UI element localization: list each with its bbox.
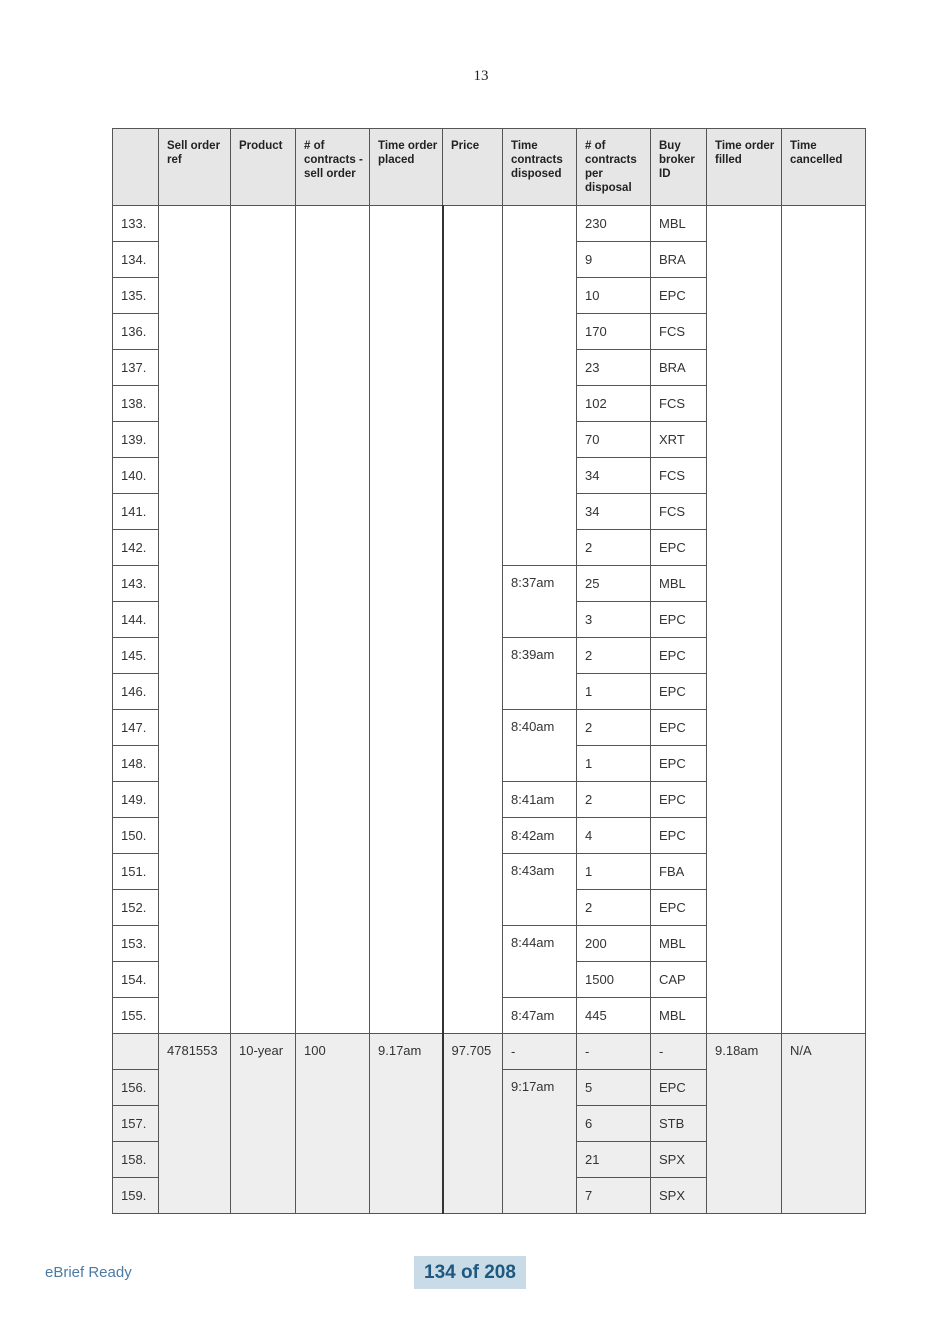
disposal-qty: 102 xyxy=(577,386,651,422)
time-cancelled: N/A xyxy=(782,1034,866,1214)
row-number: 133. xyxy=(113,206,159,242)
time-order-filled: 9.18am xyxy=(707,1034,782,1214)
disposal-qty: 1500 xyxy=(577,962,651,998)
broker-id: FCS xyxy=(651,386,707,422)
col-header-contracts-sell-order: # of contracts - sell order xyxy=(296,129,370,206)
disposal-qty: - xyxy=(577,1034,651,1070)
row-number: 143. xyxy=(113,566,159,602)
broker-id: EPC xyxy=(651,746,707,782)
disposal-qty: 2 xyxy=(577,710,651,746)
broker-id: EPC xyxy=(651,1070,707,1106)
product-cell xyxy=(231,206,296,1034)
disposal-qty: 34 xyxy=(577,458,651,494)
row-number: 139. xyxy=(113,422,159,458)
row-number: 136. xyxy=(113,314,159,350)
col-header-time-order-placed: Time order placed xyxy=(370,129,443,206)
time-order-placed: 9.17am xyxy=(370,1034,443,1214)
disposal-time: - xyxy=(503,1034,577,1070)
disposal-qty: 25 xyxy=(577,566,651,602)
row-number: 159. xyxy=(113,1178,159,1214)
header-row xyxy=(113,129,866,206)
trade-disposal-table xyxy=(112,128,866,1214)
row-number: 149. xyxy=(113,782,159,818)
table-row xyxy=(113,1034,866,1070)
disposal-time: 8:42am xyxy=(503,818,577,854)
broker-id: EPC xyxy=(651,710,707,746)
col-header-time-disposed: Time contracts disposed xyxy=(503,129,577,206)
broker-id: FCS xyxy=(651,458,707,494)
disposal-time: 8:43am xyxy=(503,854,577,926)
time-cancelled-cell xyxy=(782,206,866,1034)
row-number: 146. xyxy=(113,674,159,710)
row-number: 152. xyxy=(113,890,159,926)
broker-id: FBA xyxy=(651,854,707,890)
disposal-time: 8:41am xyxy=(503,782,577,818)
broker-id: XRT xyxy=(651,422,707,458)
col-header-row-number xyxy=(113,129,159,206)
disposal-qty: 70 xyxy=(577,422,651,458)
row-number: 153. xyxy=(113,926,159,962)
row-number: 135. xyxy=(113,278,159,314)
row-number: 155. xyxy=(113,998,159,1034)
col-header-price: Price xyxy=(443,129,503,206)
disposal-time: 8:40am xyxy=(503,710,577,782)
product: 10-year xyxy=(231,1034,296,1214)
page-number: 13 xyxy=(473,68,489,84)
contracts-cell xyxy=(296,206,370,1034)
row-number: 147. xyxy=(113,710,159,746)
broker-id: EPC xyxy=(651,890,707,926)
time-placed-cell xyxy=(370,206,443,1034)
col-header-time-cancelled: Time cancelled xyxy=(782,129,866,206)
disposal-qty: 2 xyxy=(577,530,651,566)
row-number: 140. xyxy=(113,458,159,494)
row-number: 150. xyxy=(113,818,159,854)
broker-id: FCS xyxy=(651,494,707,530)
col-header-contracts-per-disposal: # of contracts per disposal xyxy=(577,129,651,206)
disposal-qty: 23 xyxy=(577,350,651,386)
row-number: 144. xyxy=(113,602,159,638)
row-number: 151. xyxy=(113,854,159,890)
disposal-qty: 2 xyxy=(577,890,651,926)
broker-id: BRA xyxy=(651,350,707,386)
row-number: 145. xyxy=(113,638,159,674)
disposal-qty: 1 xyxy=(577,674,651,710)
broker-id: STB xyxy=(651,1106,707,1142)
disposal-qty: 4 xyxy=(577,818,651,854)
broker-id: EPC xyxy=(651,530,707,566)
row-number xyxy=(113,1034,159,1070)
disposal-qty: 5 xyxy=(577,1070,651,1106)
disposal-qty: 200 xyxy=(577,926,651,962)
broker-id: FCS xyxy=(651,314,707,350)
disposal-qty: 7 xyxy=(577,1178,651,1214)
broker-id: SPX xyxy=(651,1178,707,1214)
row-number: 156. xyxy=(113,1070,159,1106)
disposal-qty: 3 xyxy=(577,602,651,638)
disposal-time: 9:17am xyxy=(503,1070,577,1214)
row-number: 141. xyxy=(113,494,159,530)
broker-id: MBL xyxy=(651,566,707,602)
broker-id: EPC xyxy=(651,674,707,710)
disposal-qty: 230 xyxy=(577,206,651,242)
disposal-qty: 10 xyxy=(577,278,651,314)
broker-id: MBL xyxy=(651,926,707,962)
contracts-sell-order: 100 xyxy=(296,1034,370,1214)
table-row xyxy=(113,206,866,242)
disposal-qty: 1 xyxy=(577,854,651,890)
broker-id: MBL xyxy=(651,998,707,1034)
broker-id: MBL xyxy=(651,206,707,242)
price-cell xyxy=(443,206,503,1034)
row-number: 157. xyxy=(113,1106,159,1142)
row-number: 158. xyxy=(113,1142,159,1178)
sell-order-ref-cell xyxy=(159,206,231,1034)
sell-order-ref: 4781553 xyxy=(159,1034,231,1214)
disposal-qty: 445 xyxy=(577,998,651,1034)
price: 97.705 xyxy=(443,1034,503,1214)
page-indicator: 134 of 208 xyxy=(414,1256,526,1289)
col-header-sell-order-ref: Sell order ref xyxy=(159,129,231,206)
row-number: 148. xyxy=(113,746,159,782)
col-header-buy-broker-id: Buy broker ID xyxy=(651,129,707,206)
disposal-time-cell xyxy=(503,206,577,566)
disposal-qty: 9 xyxy=(577,242,651,278)
row-number: 138. xyxy=(113,386,159,422)
disposal-time: 8:47am xyxy=(503,998,577,1034)
row-number: 134. xyxy=(113,242,159,278)
broker-id: BRA xyxy=(651,242,707,278)
ebrief-ready-brand: eBrief Ready xyxy=(45,1264,132,1281)
broker-id: EPC xyxy=(651,602,707,638)
disposal-time: 8:39am xyxy=(503,638,577,710)
row-number: 137. xyxy=(113,350,159,386)
time-filled-cell xyxy=(707,206,782,1034)
disposal-qty: 2 xyxy=(577,638,651,674)
disposal-time: 8:44am xyxy=(503,926,577,998)
broker-id: SPX xyxy=(651,1142,707,1178)
disposal-qty: 6 xyxy=(577,1106,651,1142)
disposal-qty: 34 xyxy=(577,494,651,530)
row-number: 154. xyxy=(113,962,159,998)
disposal-qty: 1 xyxy=(577,746,651,782)
broker-id: EPC xyxy=(651,818,707,854)
col-header-product: Product xyxy=(231,129,296,206)
disposal-qty: 170 xyxy=(577,314,651,350)
broker-id: EPC xyxy=(651,782,707,818)
broker-id: CAP xyxy=(651,962,707,998)
disposal-qty: 21 xyxy=(577,1142,651,1178)
row-number: 142. xyxy=(113,530,159,566)
disposal-time: 8:37am xyxy=(503,566,577,638)
broker-id: EPC xyxy=(651,278,707,314)
col-header-time-order-filled: Time order filled xyxy=(707,129,782,206)
broker-id: - xyxy=(651,1034,707,1070)
broker-id: EPC xyxy=(651,638,707,674)
disposal-qty: 2 xyxy=(577,782,651,818)
